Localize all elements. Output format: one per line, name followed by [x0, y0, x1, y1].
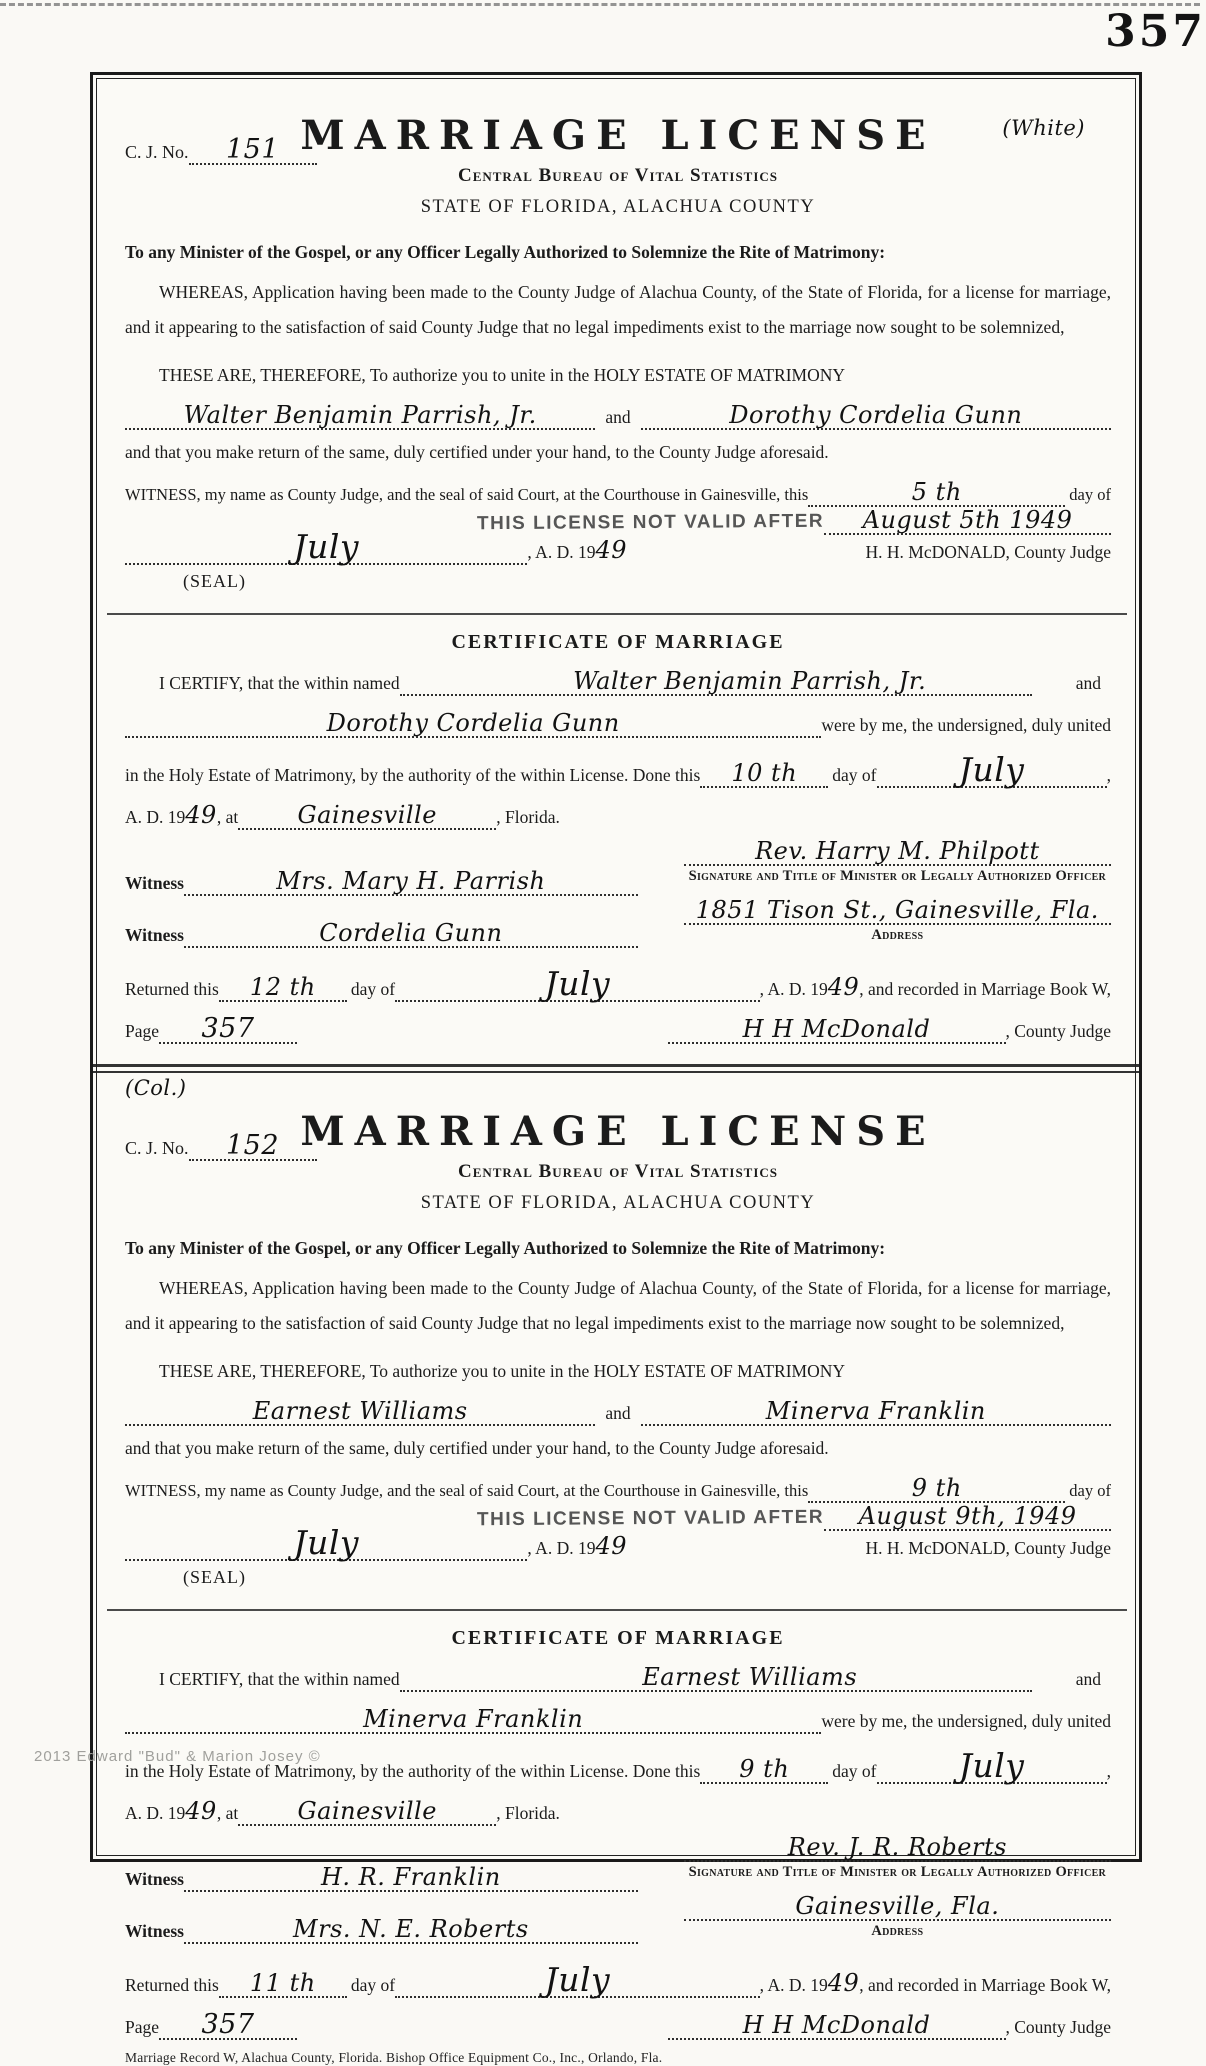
license-year-1: 49 — [595, 536, 627, 564]
cert-bride-row-2 — [125, 1705, 1111, 1734]
license-section-2 — [93, 1073, 1139, 2040]
returned-prefix-2: Returned this — [125, 1975, 219, 1995]
not-valid-date-line-2 — [824, 1502, 1111, 1531]
license-day-1: 5 th — [911, 478, 962, 506]
united-suffix-1: were by me, the undersigned, duly united — [821, 715, 1111, 735]
groom-name-line-2 — [125, 1397, 595, 1426]
license-2-header — [125, 1108, 1111, 1214]
done-day-of-2: day of — [832, 1761, 877, 1781]
not-valid-stamp-2: THIS LICENSE NOT VALID AFTER — [476, 1506, 825, 1531]
license-month-row-1 — [125, 527, 1111, 566]
returned-month-line-1 — [395, 964, 760, 1003]
cert-groom-line-2 — [400, 1663, 1032, 1692]
license-month-row-2 — [125, 1523, 1111, 1562]
done-row-1 — [125, 750, 1111, 789]
witness2-label-2: Witness — [125, 1921, 184, 1941]
cj-number-label: C. J. No. — [125, 142, 189, 162]
certify-row-2 — [125, 1663, 1111, 1692]
not-valid-stamp-row-2 — [476, 1502, 1111, 1531]
at-label-2: , at — [216, 1803, 239, 1823]
whereas-paragraph-1: WHEREAS, Application having been made to the County Judge of Alachua County, of the State of Florida, for a license for marriage, and it appearing to the satisfaction of said County Judge that no legal impediments exist to the marriage now sought to be solemnized, — [125, 282, 1111, 337]
section-divider-1 — [107, 613, 1127, 615]
page-label-1: Page — [125, 1021, 160, 1041]
ad-19-cert-2: A. D. 19 — [125, 1803, 186, 1823]
recorded-suffix-1: , and recorded in Marriage Book W, — [859, 979, 1111, 999]
returned-prefix-1: Returned this — [125, 979, 219, 999]
not-valid-date-line-1 — [824, 506, 1111, 535]
bureau-subtitle-2: Central Bureau of Vital Statistics — [457, 1161, 779, 1182]
minister-address-line-1 — [684, 896, 1111, 925]
cert-groom-1: Walter Benjamin Parrish, Jr. — [573, 667, 927, 695]
license-section-1 — [93, 112, 1139, 1044]
witness2-label-1: Witness — [125, 925, 184, 945]
returned-month-2: July — [544, 1960, 611, 1999]
page-label-2: Page — [125, 2017, 160, 2037]
cert-groom-line-1 — [400, 667, 1032, 696]
license-day-line-2 — [808, 1474, 1065, 1503]
and-connector-1: and — [605, 407, 631, 427]
cert-bride-line-1 — [125, 709, 821, 738]
done-year-2: 49 — [185, 1797, 217, 1825]
county-judge-suffix-1: , County Judge — [1005, 1021, 1111, 1041]
done-month-line-2 — [877, 1746, 1107, 1785]
cert-bride-line-2 — [125, 1705, 821, 1734]
form-printer-credit: Marriage Record W, Alachua County, Florida. Bishop Office Equipment Co., Inc., Orlando, Fla. — [125, 2050, 663, 2065]
done-month-1: July — [958, 750, 1025, 789]
minister-address-2: Gainesville, Fla. — [795, 1892, 1000, 1920]
page-number: 357 — [1105, 6, 1206, 57]
salutation-2: To any Minister of the Gospel, or any Officer Legally Authorized to Solemnize the Rite of Matrimony: — [125, 1238, 886, 1258]
place-line-2 — [238, 1797, 496, 1826]
witness1-label-1: Witness — [125, 873, 184, 893]
license-month-1: July — [293, 527, 360, 566]
place-line-1 — [238, 801, 496, 830]
page-no-line-1 — [159, 1013, 297, 1044]
witness1-line-2 — [184, 1863, 638, 1892]
done-day-of-1: day of — [832, 765, 877, 785]
cert-and-2: and — [1075, 1669, 1101, 1689]
race-annotation-1: (White) — [1002, 116, 1085, 140]
witness-clause-row-2 — [125, 1474, 1111, 1503]
united-suffix-2: were by me, the undersigned, duly united — [821, 1711, 1111, 1731]
seal-label-2: (SEAL) — [183, 1567, 246, 1587]
minister-signature-2: Rev. J. R. Roberts — [787, 1833, 1007, 1861]
returned-ad-2: , A. D. 19 — [759, 1975, 828, 1995]
certificate-title-2: CERTIFICATE OF MARRIAGE — [451, 1627, 785, 1649]
cj-number-line — [189, 134, 317, 165]
witness1-name-2: H. R. Franklin — [320, 1863, 501, 1891]
cert-and-1: and — [1075, 673, 1101, 693]
witness1-name-1: Mrs. Mary H. Parrish — [276, 867, 546, 895]
witness-clause-row-1 — [125, 478, 1111, 507]
bureau-subtitle-1: Central Bureau of Vital Statistics — [457, 165, 779, 186]
comma-2: , — [1106, 1761, 1111, 1781]
minister-column-1 — [684, 837, 1111, 948]
judge-signature-line-2 — [668, 2011, 1006, 2040]
certify-prefix-1: I CERTIFY, that the within named — [159, 673, 400, 693]
license-1-header — [125, 112, 1111, 218]
certificate-title-1: CERTIFICATE OF MARRIAGE — [451, 631, 785, 653]
certify-prefix-2: I CERTIFY, that the within named — [159, 1669, 400, 1689]
comma-1: , — [1106, 765, 1111, 785]
minister-signature-line-1 — [684, 837, 1111, 866]
judge-signature-1: H H McDonald — [742, 1015, 931, 1043]
page-row-1 — [125, 1013, 1111, 1044]
witness2-line-1 — [184, 919, 638, 948]
page-row-2 — [125, 2009, 1111, 2040]
done-day-2: 9 th — [739, 1755, 790, 1783]
address-caption-1: Address — [871, 927, 924, 943]
cj-number-row-1 — [125, 134, 317, 165]
returned-month-line-2 — [395, 1960, 760, 1999]
race-annotation-2: (Col.) — [125, 1076, 187, 1100]
returned-day-line-1 — [219, 973, 347, 1002]
state-county-line-1: STATE OF FLORIDA, ALACHUA COUNTY — [420, 197, 816, 217]
groom-name-line-1 — [125, 401, 595, 430]
signature-caption-2: Signature and Title of Minister or Legally Authorized Officer — [688, 1864, 1107, 1880]
address-caption-2: Address — [871, 1923, 924, 1939]
certify-row-1 — [125, 667, 1111, 696]
place-row-2 — [125, 1797, 1111, 1826]
license-month-line-2 — [125, 1523, 527, 1562]
ad-19-label-2: , A. D. 19 — [527, 1538, 596, 1558]
not-valid-stamp-1: THIS LICENSE NOT VALID AFTER — [476, 510, 825, 535]
and-connector-2: and — [605, 1403, 631, 1423]
cert-bride-2: Minerva Franklin — [363, 1705, 584, 1733]
witness1-row-2 — [125, 1863, 638, 1892]
at-label-1: , at — [216, 807, 239, 827]
section-divider-2 — [107, 1609, 1127, 1611]
license-month-2: July — [293, 1523, 360, 1562]
cert-bride-1: Dorothy Cordelia Gunn — [326, 709, 620, 737]
witness2-name-1: Cordelia Gunn — [319, 919, 503, 947]
place-1: Gainesville — [297, 801, 437, 829]
signature-caption-1: Signature and Title of Minister or Legally Authorized Officer — [688, 868, 1107, 884]
returned-row-1 — [125, 964, 1111, 1003]
state-county-line-2: STATE OF FLORIDA, ALACHUA COUNTY — [420, 1193, 816, 1213]
returned-day-line-2 — [219, 1969, 347, 1998]
bride-name-line-2 — [641, 1397, 1111, 1426]
minister-address-1: 1851 Tison St., Gainesville, Fla. — [695, 896, 1099, 924]
witness2-row-1 — [125, 919, 638, 948]
cj-number-row-2 — [125, 1130, 317, 1161]
cj-number-line-2 — [189, 1130, 317, 1161]
page-no-1: 357 — [201, 1013, 255, 1044]
license-day-line-1 — [808, 478, 1065, 507]
page-no-2: 357 — [201, 2009, 255, 2040]
whereas-paragraph-2: WHEREAS, Application having been made to the County Judge of Alachua County, of the State of Florida, for a license for marriage, and it appearing to the satisfaction of said County Judge that no legal impediments exist to the marriage now sought to be solemnized, — [125, 1278, 1111, 1333]
ad-19-cert-1: A. D. 19 — [125, 807, 186, 827]
judge-signature-2: H H McDonald — [742, 2011, 931, 2039]
license-day-2: 9 th — [911, 1474, 962, 1502]
day-of-label-2: day of — [1069, 1481, 1111, 1500]
holy-estate-clause-1: in the Holy Estate of Matrimony, by the authority of the within License. Done this — [125, 765, 701, 785]
license-year-2: 49 — [595, 1532, 627, 1560]
done-day-line-1 — [700, 759, 828, 788]
witness-minister-cols-1 — [125, 837, 1111, 948]
cj-number-label-2: C. J. No. — [125, 1138, 189, 1158]
returned-day-1: 12 th — [249, 973, 316, 1001]
bride-name-line-1 — [641, 401, 1111, 430]
scan-edge-dashes — [0, 3, 1200, 6]
bride-name-1: Dorothy Cordelia Gunn — [729, 401, 1023, 429]
holy-estate-clause-2: in the Holy Estate of Matrimony, by the authority of the within License. Done this — [125, 1761, 701, 1781]
couple-names-row-1 — [125, 401, 1111, 430]
returned-row-2 — [125, 1960, 1111, 1999]
bride-name-2: Minerva Franklin — [765, 1397, 986, 1425]
ad-19-label-1: , A. D. 19 — [527, 542, 596, 562]
returned-year-1: 49 — [827, 973, 860, 1001]
minister-column-2 — [684, 1833, 1111, 1944]
judge-signature-line-1 — [668, 1015, 1006, 1044]
returned-month-1: July — [544, 964, 611, 1003]
not-valid-date-1: August 5th 1949 — [862, 506, 1073, 534]
witness1-row-1 — [125, 867, 638, 896]
witness1-label-2: Witness — [125, 1869, 184, 1889]
couple-names-row-2 — [125, 1397, 1111, 1426]
witness-minister-cols-2 — [125, 1833, 1111, 1944]
groom-name-2: Earnest Williams — [252, 1397, 468, 1425]
minister-signature-1: Rev. Harry M. Philpott — [755, 837, 1040, 865]
done-year-1: 49 — [185, 801, 217, 829]
genealogy-watermark: 2013 Edward "Bud" & Marion Josey © — [34, 1748, 321, 1765]
witness1-line-1 — [184, 867, 638, 896]
salutation-1: To any Minister of the Gospel, or any Officer Legally Authorized to Solemnize the Rite of Matrimony: — [125, 242, 886, 262]
witness-column-2 — [125, 1836, 638, 1944]
returned-year-2: 49 — [827, 1969, 860, 1997]
license-month-line-1 — [125, 527, 527, 566]
florida-label-1: , Florida. — [496, 807, 560, 827]
county-judge-name-1: H. H. McDONALD, County Judge — [865, 542, 1111, 562]
witness-column-1 — [125, 840, 638, 948]
minister-address-line-2 — [684, 1892, 1111, 1921]
witness2-line-2 — [184, 1915, 638, 1944]
cj-number-value-2: 152 — [225, 1130, 280, 1161]
cert-bride-row-1 — [125, 709, 1111, 738]
done-day-1: 10 th — [731, 759, 798, 787]
place-row-1 — [125, 801, 1111, 830]
recorded-suffix-2: , and recorded in Marriage Book W, — [859, 1975, 1111, 1995]
not-valid-stamp-row-1 — [476, 506, 1111, 535]
not-valid-date-2: August 9th, 1949 — [858, 1502, 1077, 1530]
returned-day-of-1: day of — [350, 979, 396, 999]
done-month-2: July — [958, 1746, 1025, 1785]
therefore-clause-2: THESE ARE, THEREFORE, To authorize you to unite in the HOLY ESTATE OF MATRIMONY — [159, 1361, 846, 1381]
day-of-label-1: day of — [1069, 485, 1111, 504]
minister-signature-line-2 — [684, 1833, 1111, 1862]
returned-day-of-2: day of — [350, 1975, 396, 1995]
document-title-2: MARRIAGE LICENSE — [300, 1108, 936, 1155]
florida-label-2: , Florida. — [496, 1803, 560, 1823]
witness2-name-2: Mrs. N. E. Roberts — [293, 1915, 529, 1943]
return-clause-1: and that you make return of the same, duly certified under your hand, to the County Judge aforesaid. — [125, 442, 829, 462]
witness-clause-2: WITNESS, my name as County Judge, and the seal of said Court, at the Courthouse in Gainesville, this — [125, 1481, 809, 1500]
seal-label-1: (SEAL) — [183, 571, 246, 591]
document-title-1: MARRIAGE LICENSE — [300, 112, 936, 159]
return-clause-2: and that you make return of the same, duly certified under your hand, to the County Judge aforesaid. — [125, 1438, 829, 1458]
done-day-line-2 — [700, 1755, 828, 1784]
done-month-line-1 — [877, 750, 1107, 789]
page-no-line-2 — [159, 2009, 297, 2040]
cert-groom-2: Earnest Williams — [642, 1663, 858, 1691]
cj-number-value: 151 — [225, 134, 280, 165]
groom-name-1: Walter Benjamin Parrish, Jr. — [183, 401, 537, 429]
therefore-clause-1: THESE ARE, THEREFORE, To authorize you to unite in the HOLY ESTATE OF MATRIMONY — [159, 365, 846, 385]
marriage-record-document — [90, 72, 1142, 2065]
witness2-row-2 — [125, 1915, 638, 1944]
license-separator — [93, 1064, 1139, 1073]
returned-day-2: 11 th — [249, 1969, 316, 1997]
place-2: Gainesville — [297, 1797, 437, 1825]
witness-clause-1: WITNESS, my name as County Judge, and the seal of said Court, at the Courthouse in Gainesville, this — [125, 485, 809, 504]
county-judge-suffix-2: , County Judge — [1005, 2017, 1111, 2037]
returned-ad-1: , A. D. 19 — [759, 979, 828, 999]
county-judge-name-2: H. H. McDONALD, County Judge — [865, 1538, 1111, 1558]
